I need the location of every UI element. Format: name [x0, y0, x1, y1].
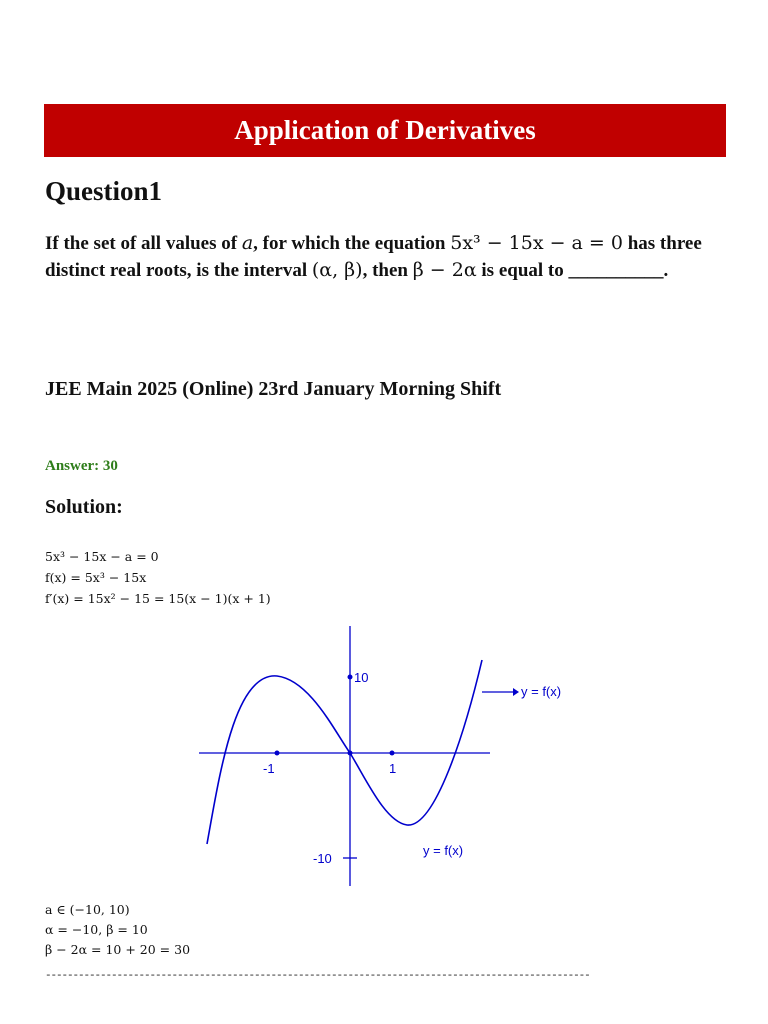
label-pos1: 1 — [389, 761, 397, 776]
solution-line-3: f′(x) = 15x² − 15 = 15(x − 1)(x + 1) — [45, 591, 271, 606]
conclusion-line-3: β − 2α = 10 + 20 = 30 — [45, 942, 191, 957]
conclusion-line-1: a ∈ (−10, 10) — [45, 902, 130, 917]
point-neg1 — [275, 751, 280, 756]
cubic-curve — [207, 660, 482, 844]
label-min: -10 — [313, 851, 332, 866]
question-text-part4: , then — [362, 260, 413, 281]
expression: β − 2α — [412, 259, 477, 281]
answer-label: Answer: 30 — [45, 458, 118, 474]
label-max: 10 — [354, 670, 369, 685]
solution-line-2: f(x) = 5x³ − 15x — [45, 570, 147, 585]
label-arrow-head — [513, 688, 519, 696]
curve-label-bottom: y = f(x) — [423, 843, 464, 858]
label-neg1: -1 — [263, 761, 275, 776]
conclusion-line-2: α = −10, β = 10 — [45, 922, 148, 937]
section-divider: --------------------------------------------------------------------------------------------------- — [45, 970, 590, 982]
question-text — [45, 230, 735, 284]
point-pos1 — [390, 751, 395, 756]
question-heading: Question1 — [45, 176, 163, 206]
question-text-part2: , for which the equation — [253, 233, 451, 254]
equation: 5x³ − 15x − a = 0 — [450, 232, 623, 254]
cubic-graph — [195, 622, 595, 892]
solution-conclusion — [45, 900, 190, 960]
question-text-part1: If the set of all values of — [45, 233, 242, 254]
interval: (α, β) — [311, 259, 363, 281]
solution-line-1: 5x³ − 15x − a = 0 — [45, 549, 159, 564]
solution-steps — [45, 546, 271, 609]
exam-source: JEE Main 2025 (Online) 23rd January Morning Shift — [45, 378, 502, 400]
chapter-title: Application of Derivatives — [234, 115, 536, 145]
var-a: a — [241, 232, 254, 254]
solution-heading: Solution: — [45, 496, 123, 518]
chapter-title-banner — [44, 104, 726, 157]
question-text-part5: is equal to __________. — [476, 260, 669, 281]
point-max — [348, 675, 353, 680]
question-text-part3: has three distinct real roots, is the interval — [45, 233, 702, 281]
curve-label-top: y = f(x) — [521, 684, 562, 699]
